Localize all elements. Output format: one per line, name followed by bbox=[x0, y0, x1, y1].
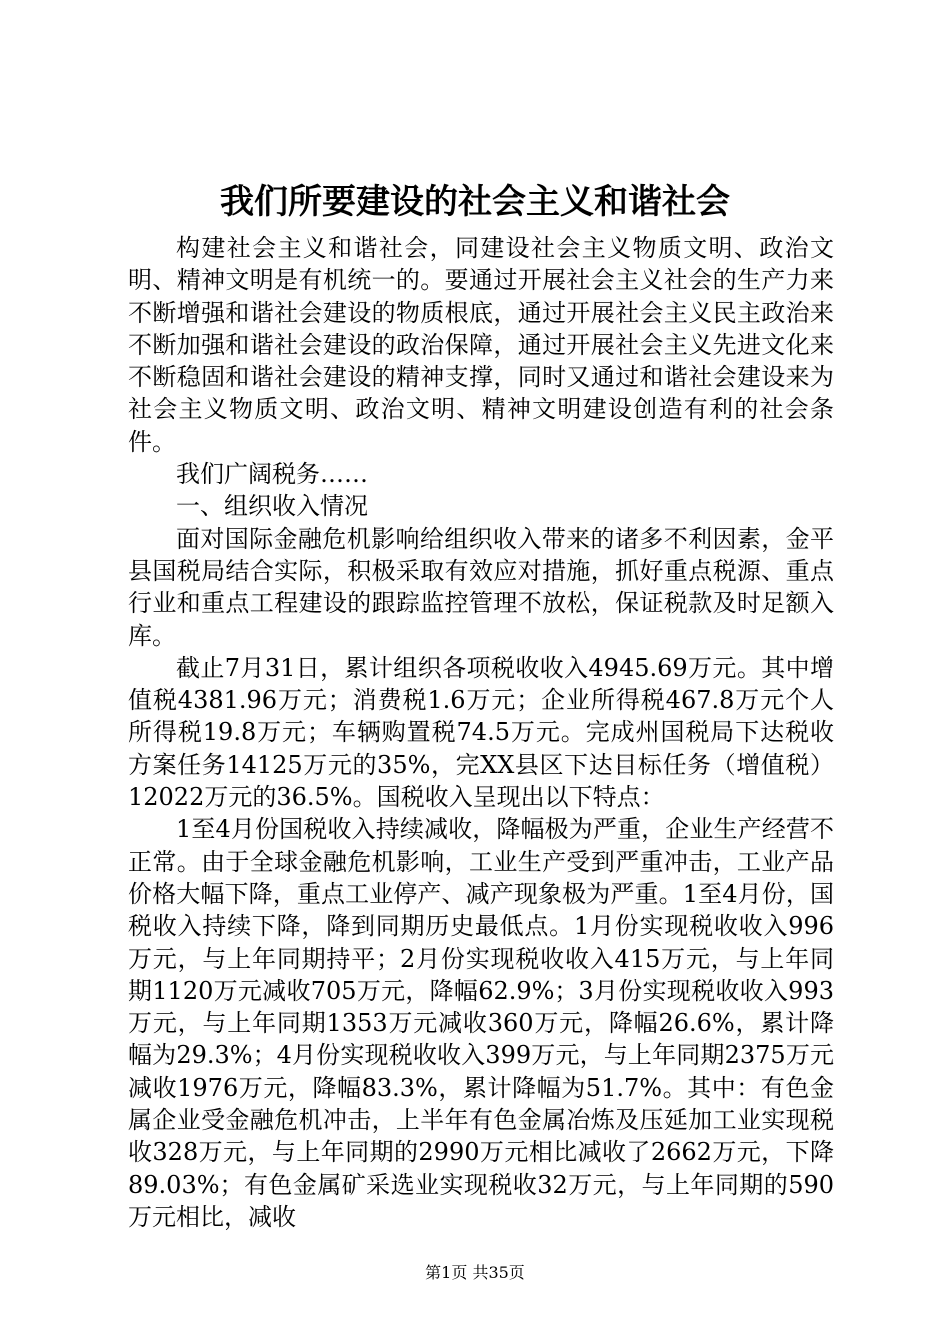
page-number: 第1页 共35页 bbox=[425, 1263, 525, 1282]
paragraph-totals: 截止7月31日，累计组织各项税收收入4945.69万元。其中增值税4381.96万元；消费税1.6万元；企业所得税467.8万元个人所得税19.8万元；车辆购置税74.5万元。完成州国税局下达税收方案任务14125万元的35%，完XX县区下达目标任务（增值税）12022万元的36.5%。国税收入呈现出以下特点： bbox=[128, 653, 834, 812]
paragraph-intro: 构建社会主义和谐社会，同建设社会主义物质文明、政治文明、精神文明是有机统一的。要通过开展社会主义社会的生产力来不断增强和谐社会建设的物质根底，通过开展社会主义民主政治来不断加强和谐社会建设的政治保障，通过开展社会主义先进文化来不断稳固和谐社会建设的精神支撑，同时又通过和谐社会建设来为社会主义物质文明、政治文明、精神文明建设创造有利的社会条件。 bbox=[128, 234, 834, 456]
document-title: 我们所要建设的社会主义和谐社会 bbox=[220, 182, 730, 222]
paragraph-monthly-decline: 1至4月份国税收入持续减收，降幅极为严重，企业生产经营不正常。由于全球金融危机影响，工业生产受到严重冲击，工业产品价格大幅下降，重点工业停产、减产现象极为严重。1至4月份，国税收入持续下降，降到同期历史最低点。1月份实现税收收入996万元，与上年同期持平；2月份实现税收收入415万元，与上年同期1120万元减收705万元，降幅62.9%；3月份实现税收收入993万元，与上年同期1353万元减收360万元，降幅26.6%，累计降幅为29.3%；4月份实现税收收入399万元，与上年同期2375万元减收1976万元，降幅83.3%，累计降幅为51.7%。其中：有色金属企业受金融危机冲击，上半年有色金属冶炼及压延加工业实现税收328万元，与上年同期的2990万元相比减收了2662万元，下降89.03%；有色金属矿采选业实现税收32万元，与上年同期的590万元相比，减收 bbox=[128, 815, 834, 1231]
section-heading-revenue: 一、组织收入情况 bbox=[176, 492, 368, 521]
paragraph-measures: 面对国际金融危机影响给组织收入带来的诸多不利因素，金平县国税局结合实际，积极采取有效应对措施，抓好重点税源、重点行业和重点工程建设的跟踪监控管理不放松，保证税款及时足额入库。 bbox=[128, 524, 834, 650]
document-body bbox=[128, 232, 834, 1233]
paragraph-tax-staff: 我们广阔税务…… bbox=[176, 460, 368, 489]
